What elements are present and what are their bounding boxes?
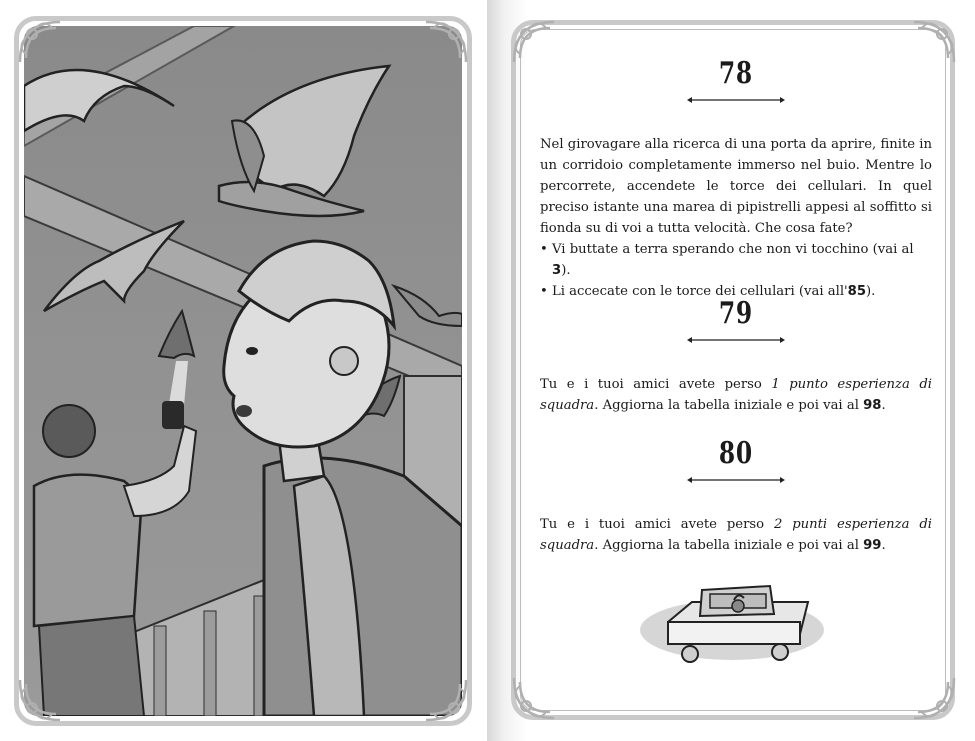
- locked-box-illustration: [632, 578, 832, 670]
- ornament-corner-icon: [16, 18, 64, 66]
- section-78-text: [540, 134, 932, 302]
- section-target[interactable]: 99: [863, 538, 882, 553]
- section-number: 78: [718, 56, 754, 91]
- section-78-paragraph: Nel girovagare alla ricerca di una porta da aprire, finite in un corridoio completamente immerso nel buio. Mentre lo percorrete, accendete le torce dei cellulari. In quel preciso istante una marea di pipistrelli appesi al soffitto si fionda su di voi a tutta velocità. Che cosa fate?: [540, 137, 932, 236]
- section-80-text: Tu e i tuoi amici avete perso 2 punti esperienza di squadra. Aggiorna la tabella iniziale e poi vai al 99.: [540, 517, 932, 553]
- bullet-icon: •: [540, 242, 548, 257]
- divider-arrow-icon: [687, 335, 785, 345]
- section-80-heading: [540, 436, 932, 485]
- section-number: 80: [718, 436, 754, 471]
- section-target[interactable]: 98: [863, 398, 882, 413]
- section-number: 79: [718, 296, 754, 331]
- option-target[interactable]: 85: [847, 284, 867, 299]
- bullet-icon: •: [540, 284, 548, 299]
- section-78-heading: [540, 56, 932, 105]
- ornament-corner-icon: [422, 18, 470, 66]
- bats-corridor-illustration: [24, 26, 462, 716]
- ornament-corner-icon: [422, 676, 470, 724]
- option-target[interactable]: 3: [552, 263, 562, 278]
- divider-arrow-icon: [687, 95, 785, 105]
- ornament-corner-icon: [910, 674, 958, 722]
- left-page: [0, 0, 487, 741]
- illustration-svg: [24, 26, 462, 716]
- ornament-corner-icon: [510, 674, 558, 722]
- section-79-heading: [540, 296, 932, 345]
- ornament-corner-icon: [16, 676, 64, 724]
- section-79-text: Tu e i tuoi amici avete perso 1 punto esperienza di squadra. Aggiorna la tabella iniziale e poi vai al 98.: [540, 377, 932, 413]
- divider-arrow-icon: [687, 475, 785, 485]
- option-item[interactable]: • Vi buttate a terra sperando che non vi tocchino (vai al 3).: [540, 239, 932, 281]
- option-item[interactable]: • Li accecate con le torce dei cellulari (vai all'85).: [540, 281, 932, 302]
